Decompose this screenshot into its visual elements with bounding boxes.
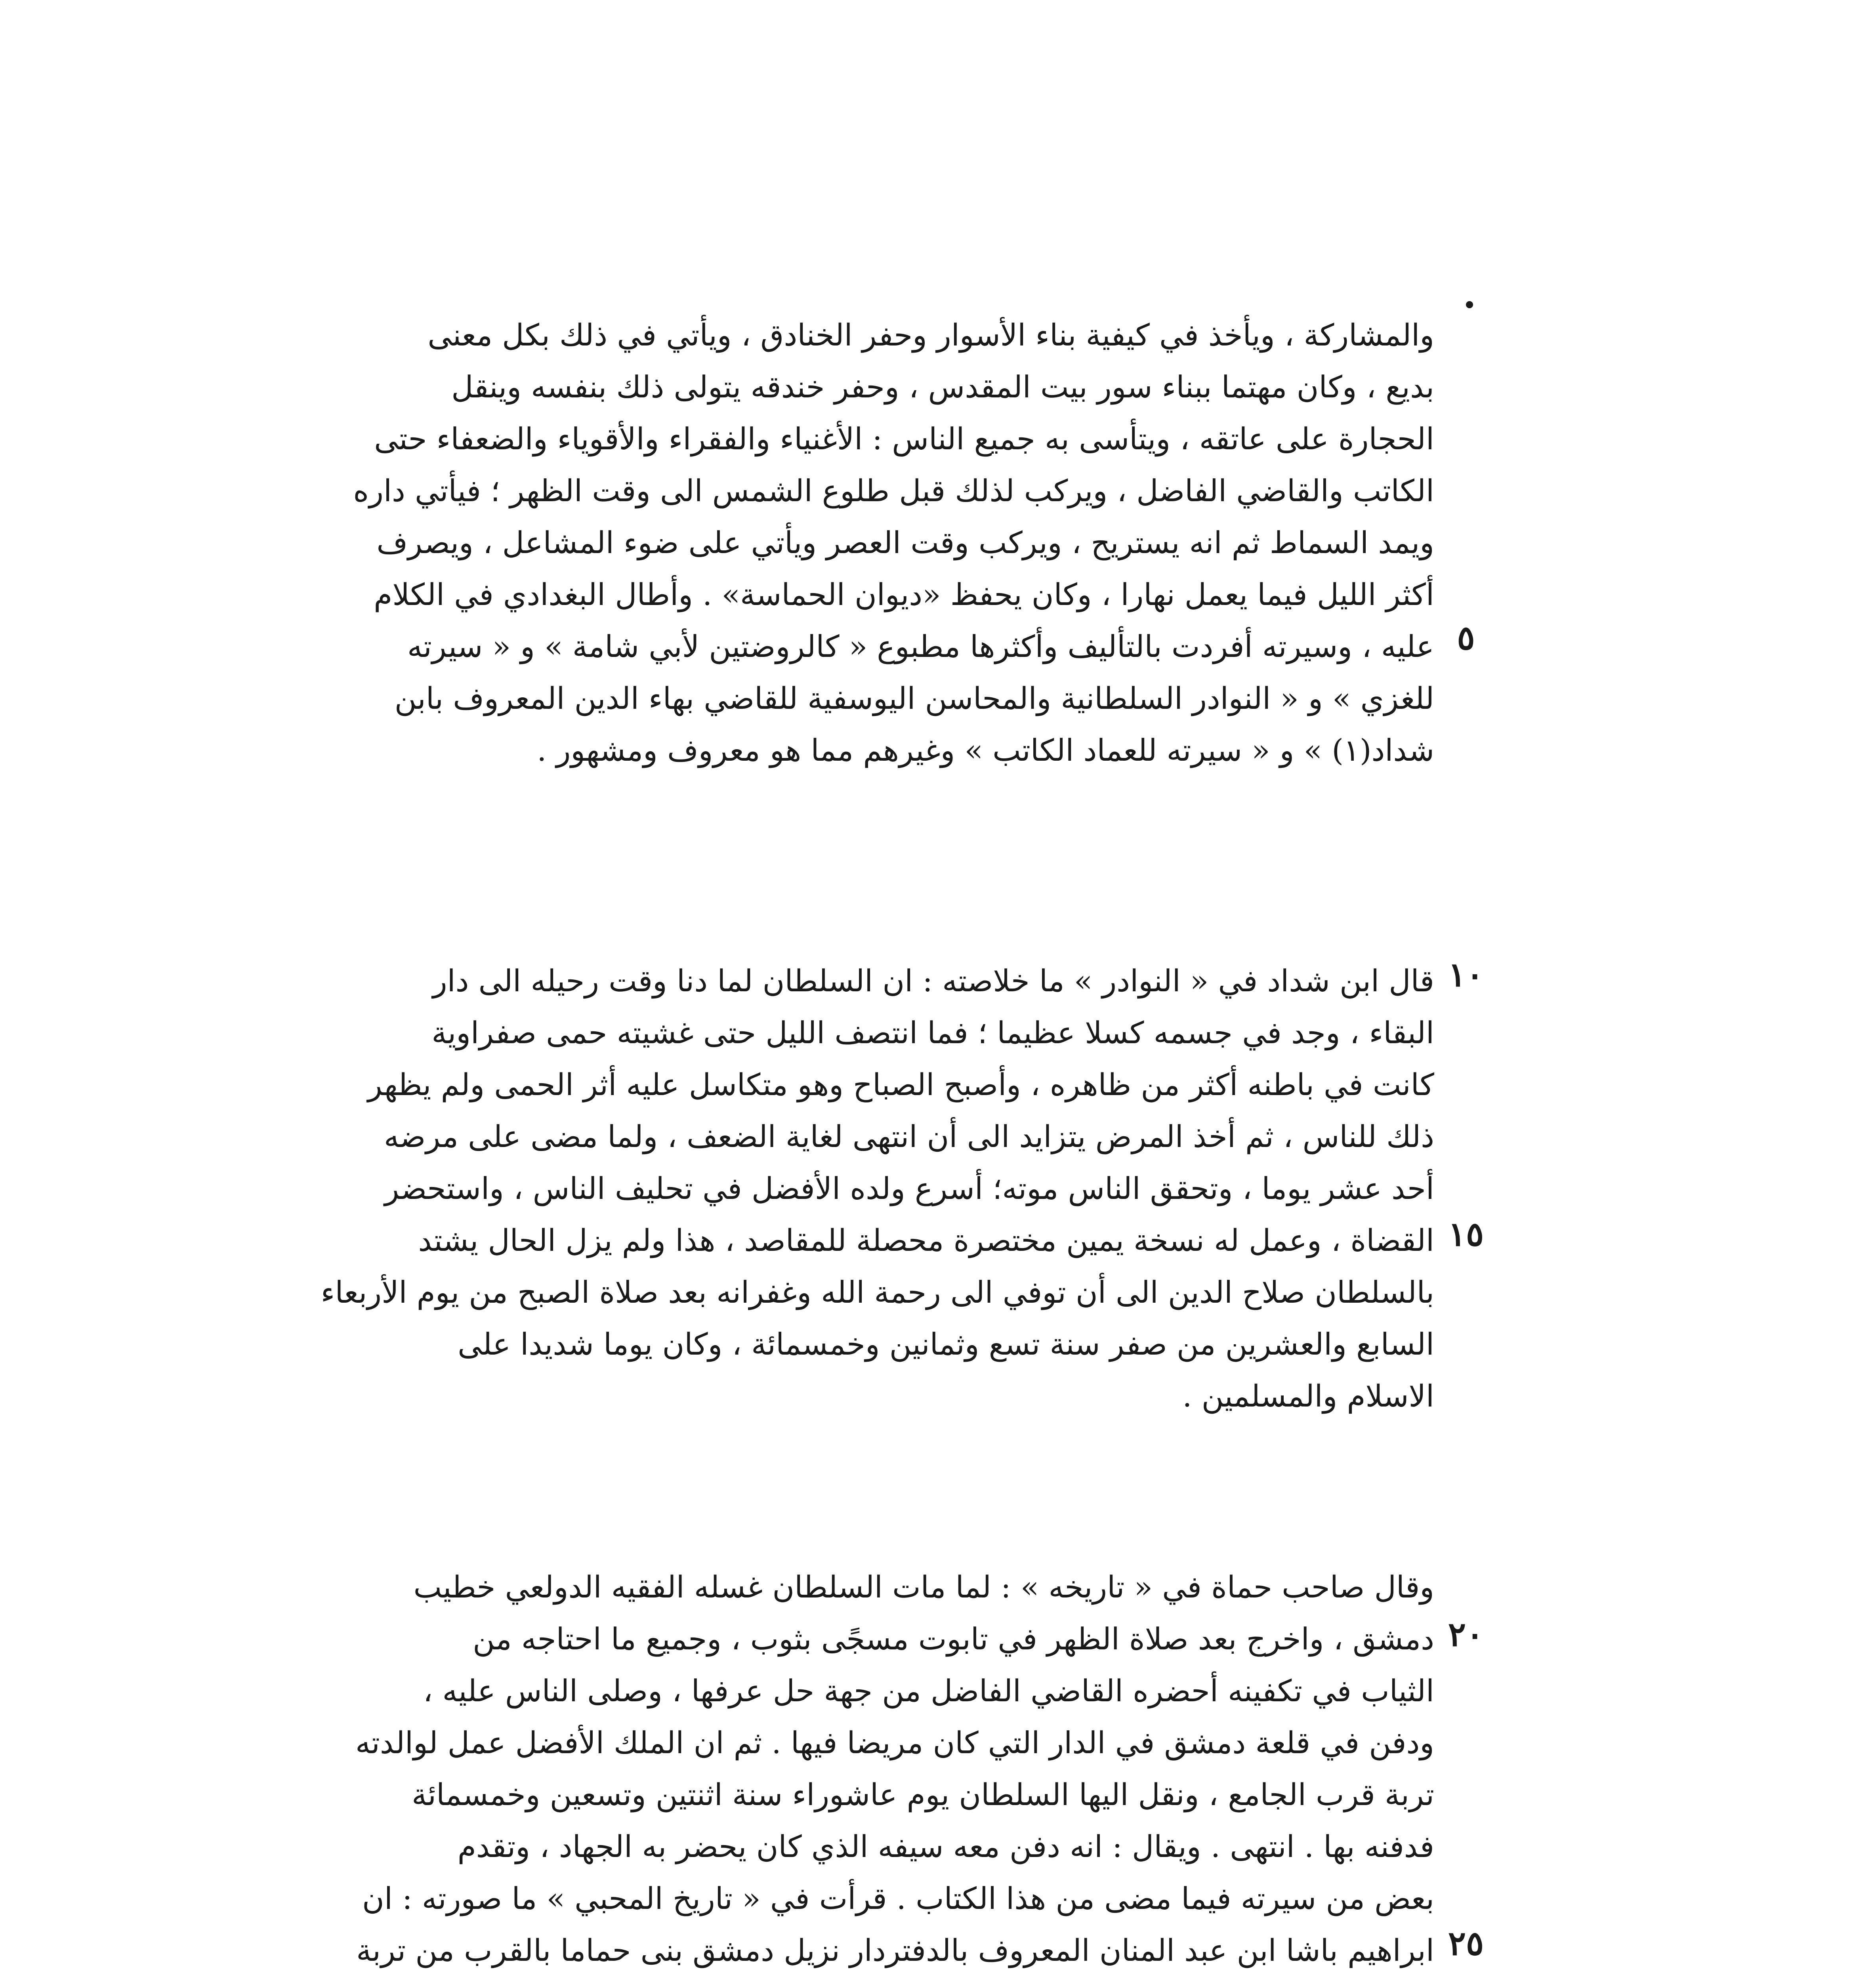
ink-dot <box>1466 301 1473 308</box>
text-line: بالسلطان صلاح الدين الى أن توفي الى رحمة الله وغفرانه بعد صلاة الصبح من يوم الأربعاء <box>321 1275 1434 1310</box>
line-number-15: ١٥ <box>1448 1214 1484 1254</box>
text-line: وقال صاحب حماة في « تاريخه » : لما مات السلطان غسله الفقيه الدولعي خطيب <box>413 1569 1434 1605</box>
text-line: للغزي » و « النوادر السلطانية والمحاسن اليوسفية للقاضي بهاء الدين المعروف بابن <box>394 681 1434 716</box>
text-line: فدفنه بها . انتهى . ويقال : انه دفن معه سيفه الذي كان يحضر به الجهاد ، وتقدم <box>457 1829 1434 1864</box>
line-number-10: ١٠ <box>1448 955 1484 994</box>
text-line: كانت في باطنه أكثر من ظاهره ، وأصبح الصباح وهو متكاسل عليه أثر الحمى ولم يظهر <box>368 1067 1434 1102</box>
text-line: بعض من سيرته فيما مضى من هذا الكتاب . قرأت في « تاريخ المحبي » ما صورته : ان <box>362 1881 1434 1916</box>
paragraph-1 <box>210 309 1434 776</box>
text-line: ودفن في قلعة دمشق في الدار التي كان مريضا فيها . ثم ان الملك الأفضل عمل لوالدته <box>355 1725 1434 1760</box>
text-line: ابراهيم باشا ابن عبد المنان المعروف بالدفتردار نزيل دمشق بنى حماما بالقرب من تربة <box>356 1933 1434 1968</box>
text-line: أكثر الليل فيما يعمل نهارا ، وكان يحفظ «ديوان الحماسة» . وأطال البغدادي في الكلام <box>374 577 1434 612</box>
text-line: الحجارة على عاتقه ، ويتأسى به جميع الناس : الأغنياء والفقراء والأقوياء والضعفاء حتى <box>374 421 1434 456</box>
text-line: الثياب في تكفينه أحضره القاضي الفاضل من جهة حل عرفها ، وصلى الناس عليه ، <box>423 1673 1434 1708</box>
text-line: البقاء ، وجد في جسمه كسلا عظيما ؛ فما انتصف الليل حتى غشيته حمى صفراوية <box>431 1015 1434 1050</box>
text-line: دمشق ، واخرج بعد صلاة الظهر في تابوت مسجًى بثوب ، وجميع ما احتاجه من <box>473 1621 1434 1657</box>
text-line: أحد عشر يوما ، وتحقق الناس موته؛ أسرع ولده الأفضل في تحليف الناس ، واستحضر <box>384 1171 1434 1206</box>
text-line: شداد(١) » و « سيرته للعماد الكاتب » وغيرهم مما هو معروف ومشهور . <box>537 733 1434 768</box>
line-number-5: ٥ <box>1457 618 1475 657</box>
text-line: عليه ، وسيرته أفردت بالتأليف وأكثرها مطبوع « كالروضتين لأبي شامة » و « سيرته <box>407 629 1434 664</box>
paragraph-3 <box>210 1561 1434 1976</box>
paragraph-2 <box>210 955 1434 1422</box>
line-number-25: ٢٥ <box>1448 1924 1484 1963</box>
text-line: الكاتب والقاضي الفاضل ، ويركب لذلك قبل طلوع الشمس الى وقت الظهر ؛ فيأتي داره <box>353 473 1434 508</box>
text-line: بديع ، وكان مهتما ببناء سور بيت المقدس ، وحفر خندقه يتولى ذلك بنفسه وينقل <box>451 369 1434 405</box>
text-line: تربة قرب الجامع ، ونقل اليها السلطان يوم عاشوراء سنة اثنتين وتسعين وخمسمائة <box>412 1777 1434 1812</box>
text-line: ذلك للناس ، ثم أخذ المرض يتزايد الى أن انتهى لغاية الضعف ، ولما مضى على مرضه <box>384 1119 1434 1154</box>
text-line: والمشاركة ، ويأخذ في كيفية بناء الأسوار وحفر الخنادق ، ويأتي في ذلك بكل معنى <box>427 317 1434 353</box>
text-line: ويمد السماط ثم انه يستريح ، ويركب وقت العصر ويأتي على ضوء المشاعل ، ويصرف <box>376 525 1434 560</box>
text-line: الاسلام والمسلمين . <box>1182 1378 1434 1414</box>
text-line: قال ابن شداد في « النوادر » ما خلاصته : ان السلطان لما دنا وقت رحيله الى دار <box>432 963 1434 998</box>
text-line: السابع والعشرين من صفر سنة تسع وثمانين وخمسمائة ، وكان يوما شديدا على <box>458 1326 1434 1362</box>
text-line: القضاة ، وعمل له نسخة يمين مختصرة محصلة للمقاصد ، هذا ولم يزل الحال يشتد <box>418 1223 1434 1258</box>
line-number-20: ٢٠ <box>1448 1615 1484 1654</box>
